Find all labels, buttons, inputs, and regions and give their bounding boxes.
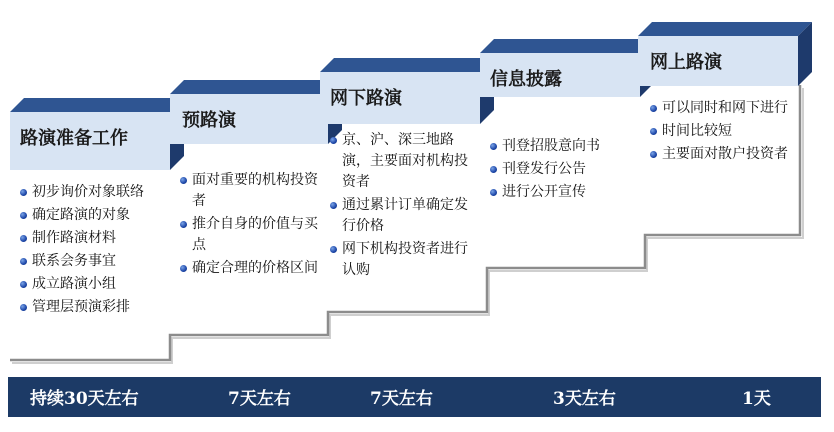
bullet-icon — [330, 202, 337, 209]
list-item: 成立路演小组 — [20, 274, 170, 295]
list-item: 制作路演材料 — [20, 228, 170, 249]
list-item: 推介自身的价值与买点 — [180, 214, 320, 256]
list-item: 网下机构投资者进行认购 — [330, 239, 480, 281]
bullet-icon — [20, 281, 27, 288]
duration-offline-roadshow: 7天左右 — [370, 389, 433, 409]
list-item: 初步询价对象联络 — [20, 182, 170, 203]
block-top-face — [10, 98, 184, 112]
bullet-icon — [20, 258, 27, 265]
stage-list-prep — [20, 182, 170, 320]
list-item: 刊登发行公告 — [490, 159, 640, 180]
list-item: 确定合理的价格区间 — [180, 258, 320, 279]
bullet-icon — [180, 177, 187, 184]
list-item: 通过累计订单确定发行价格 — [330, 195, 480, 237]
stage-list-disclosure — [490, 136, 640, 205]
duration-prep: 持续30天左右 — [30, 389, 139, 409]
block-top-face — [320, 58, 494, 72]
list-item: 京、沪、深三地路演，主要面对机构投资者 — [330, 130, 480, 193]
stage-title-prep: 路演准备工作 — [20, 128, 128, 149]
stage-title-online-roadshow: 网上路演 — [650, 52, 722, 73]
list-item: 刊登招股意向书 — [490, 136, 640, 157]
duration-pre-roadshow: 7天左右 — [228, 389, 291, 409]
bullet-icon — [20, 235, 27, 242]
bullet-icon — [20, 189, 27, 196]
list-item: 可以同时和网下进行 — [650, 98, 795, 119]
bullet-icon — [490, 189, 497, 196]
bullet-icon — [330, 137, 337, 144]
block-top-face — [480, 39, 654, 53]
stage-list-offline-roadshow — [330, 130, 480, 283]
list-item: 主要面对散户投资者 — [650, 144, 795, 165]
stage-title-offline-roadshow: 网下路演 — [330, 88, 402, 109]
stage-list-online-roadshow — [650, 98, 795, 167]
stage-list-pre-roadshow — [180, 170, 320, 281]
bullet-icon — [490, 143, 497, 150]
list-item: 确定路演的对象 — [20, 205, 170, 226]
bullet-icon — [180, 221, 187, 228]
list-item: 面对重要的机构投资者 — [180, 170, 320, 212]
list-item: 联系会务事宜 — [20, 251, 170, 272]
stage-title-disclosure: 信息披露 — [490, 69, 562, 90]
block-top-face — [638, 22, 812, 36]
list-item: 时间比较短 — [650, 121, 795, 142]
bullet-icon — [650, 105, 657, 112]
bullet-icon — [20, 304, 27, 311]
duration-online-roadshow: 1天 — [742, 389, 771, 409]
list-item: 管理层预演彩排 — [20, 297, 170, 318]
bullet-icon — [330, 246, 337, 253]
duration-disclosure: 3天左右 — [553, 389, 616, 409]
bullet-icon — [650, 151, 657, 158]
block-top-face — [170, 80, 342, 94]
list-item: 进行公开宣传 — [490, 182, 640, 203]
bullet-icon — [490, 166, 497, 173]
stage-title-pre-roadshow: 预路演 — [182, 110, 236, 131]
bullet-icon — [180, 265, 187, 272]
bullet-icon — [650, 128, 657, 135]
bullet-icon — [20, 212, 27, 219]
